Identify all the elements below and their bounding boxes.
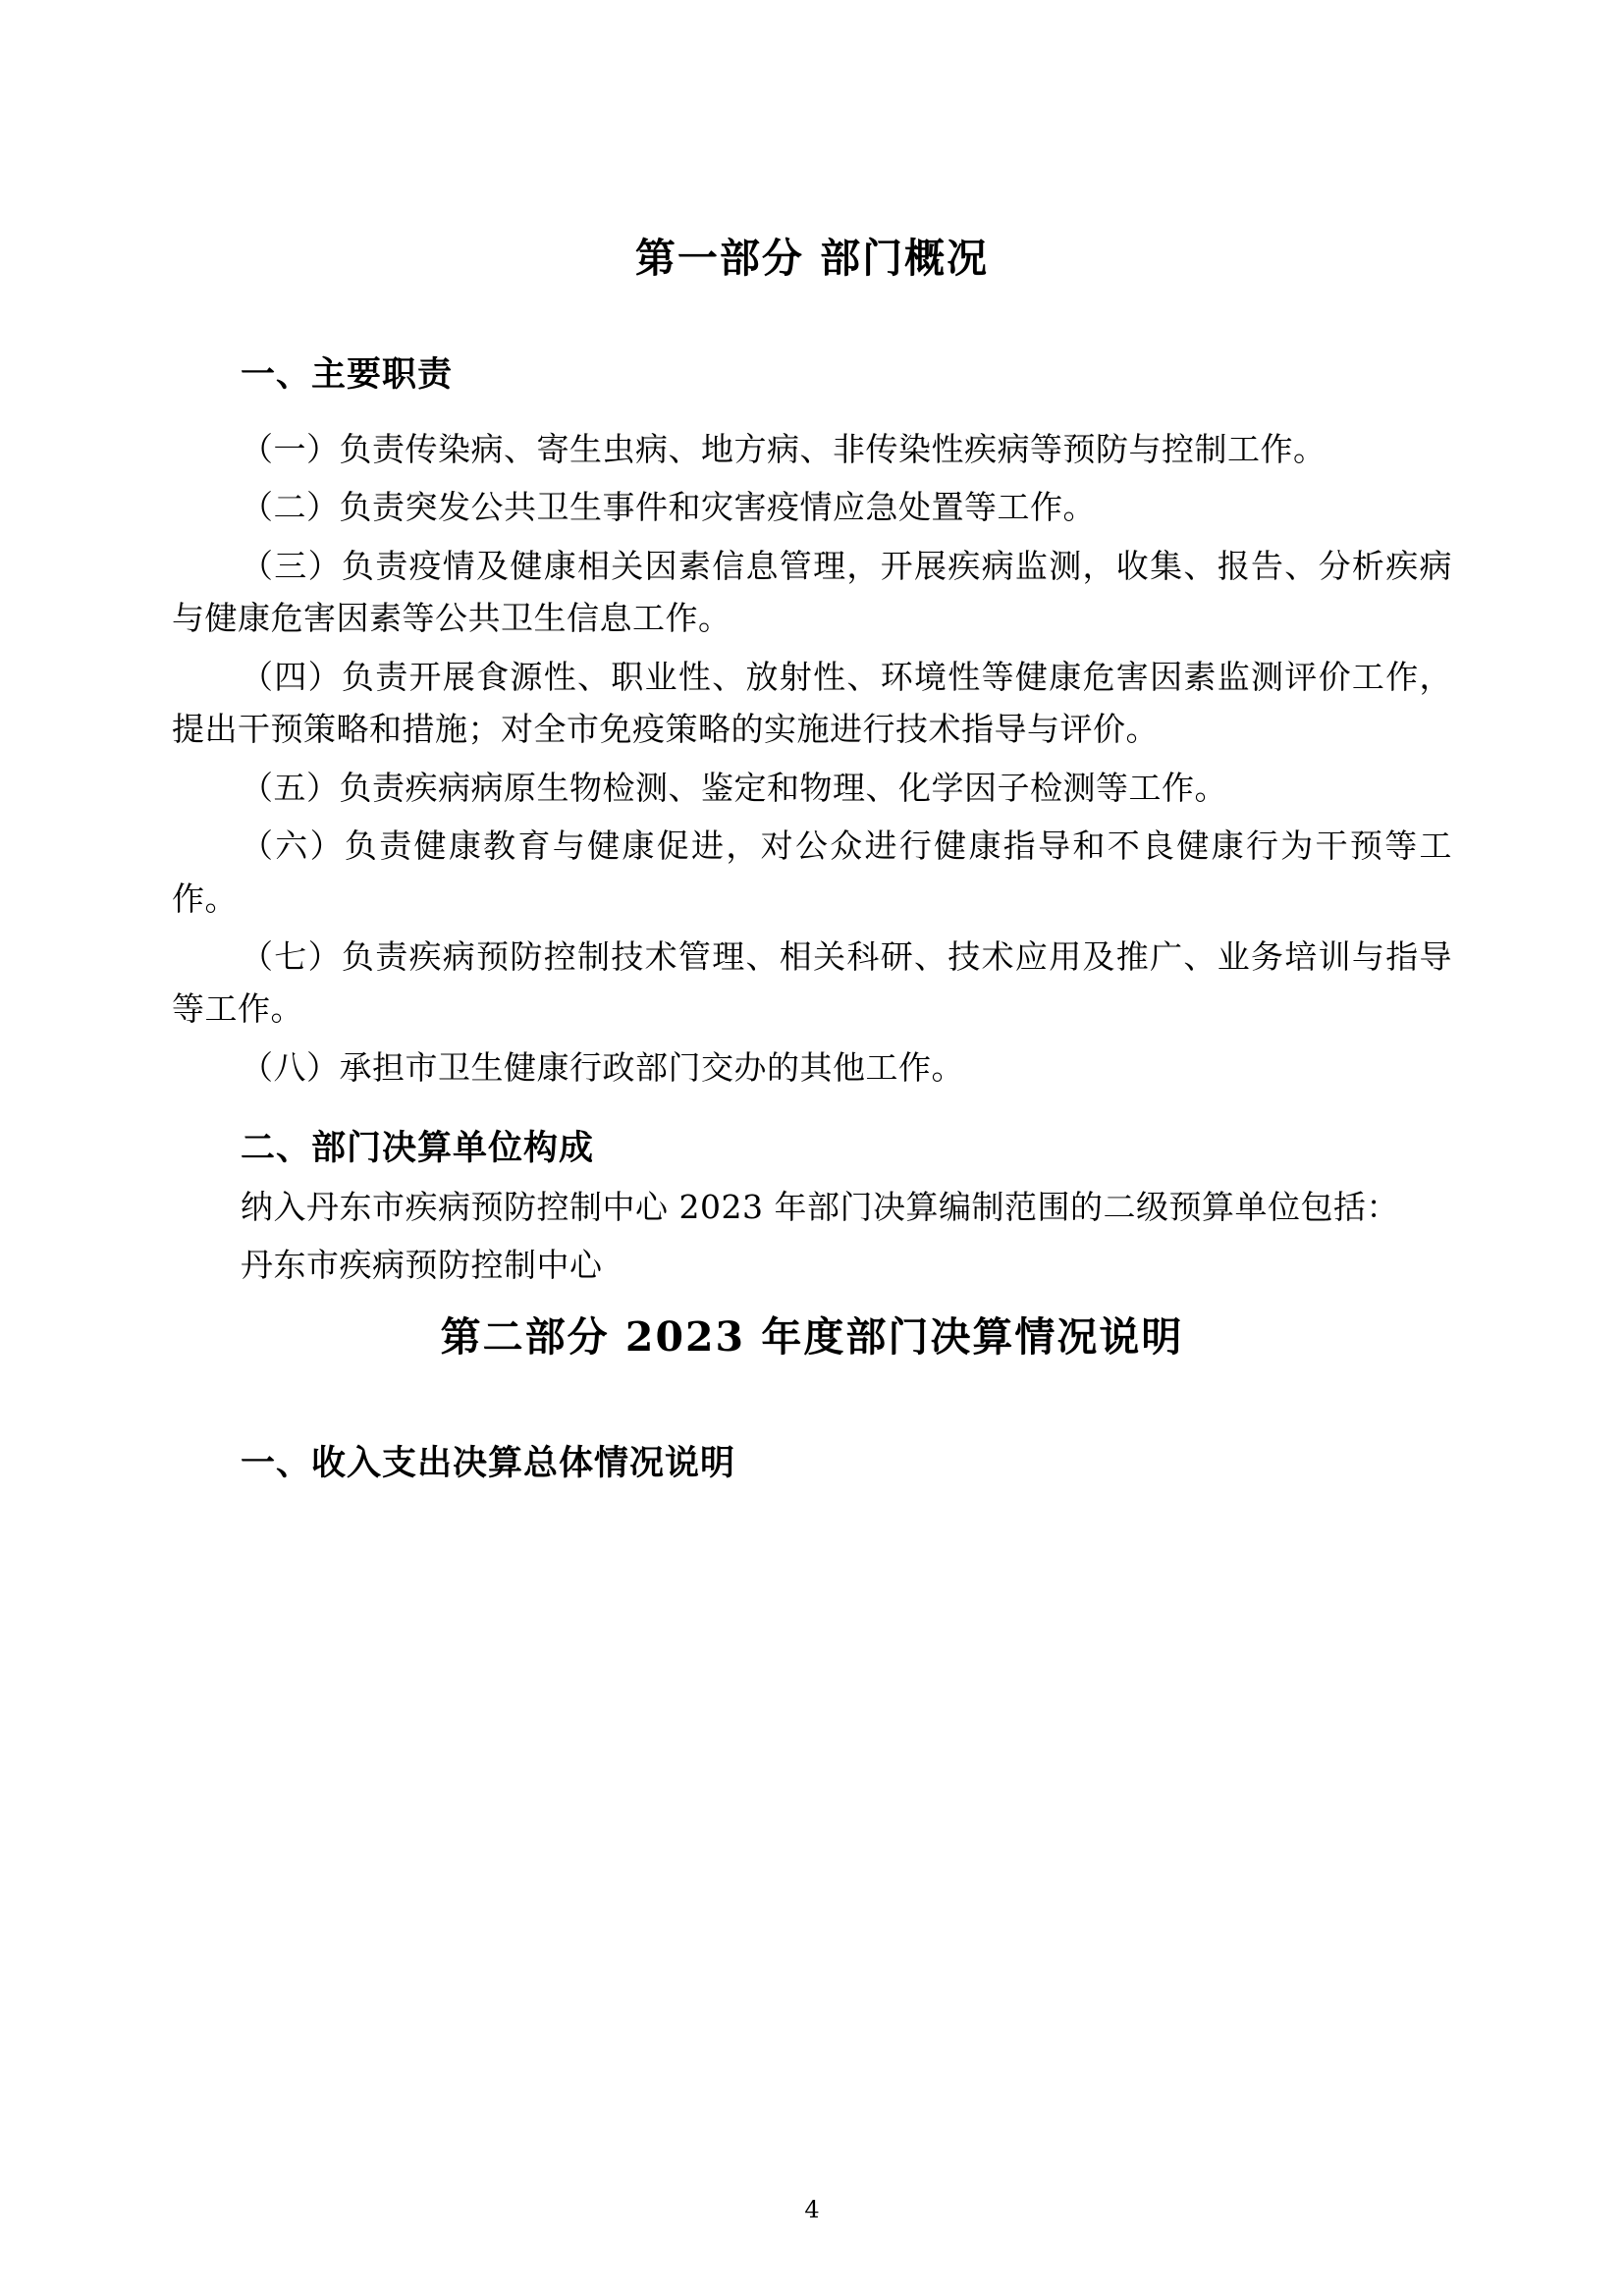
part-one-title: 第一部分 部门概况 — [634, 235, 990, 282]
duty-item-5: （五）负责疾病病原生物检测、鉴定和物理、化学因子检测等工作。 — [241, 768, 1227, 807]
duty-item-8: （八）承担市卫生健康行政部门交办的其他工作。 — [241, 1047, 964, 1087]
part-two-title: 第二部分 2023 年度部门决算情况说明 — [440, 1312, 1184, 1361]
section-heading-budget-units: 二、部门决算单位构成 — [241, 1129, 595, 1169]
duty-item-7: （七）负责疾病预防控制技术管理、相关科研、技术应用及推广、业务培训与指导等工作。 — [172, 936, 1452, 1029]
duty-item-4: （四）负责开展食源性、职业性、放射性、环境性等健康危害因素监测评价工作，提出干预策略和措施；对全市免疫策略的实施进行技术指导与评价。 — [172, 657, 1452, 749]
duty-item-6: （六）负责健康教育与健康促进，对公众进行健康指导和不良健康行为干预等工作。 — [172, 827, 1452, 918]
duty-item-2: （二）负责突发公共卫生事件和灾害疫情应急处置等工作。 — [241, 488, 1096, 527]
document-body — [172, 231, 1452, 1490]
duty-item-1: （一）负责传染病、寄生虫病、地方病、非传染性疾病等预防与控制工作。 — [241, 429, 1326, 468]
section-heading-income-expenditure: 一、收入支出决算总体情况说明 — [241, 1444, 736, 1484]
budget-unit-name: 丹东市疾病预防控制中心 — [241, 1246, 603, 1285]
budget-units-paragraph: 纳入丹东市疾病预防控制中心 2023 年部门决算编制范围的二级预算单位包括： — [241, 1187, 1399, 1226]
page-number: 4 — [804, 2196, 820, 2223]
duty-item-3: （三）负责疫情及健康相关因素信息管理，开展疾病监测，收集、报告、分析疾病与健康危害因素等公共卫生信息工作。 — [172, 546, 1452, 638]
section-heading-main-duties: 一、主要职责 — [241, 355, 454, 396]
